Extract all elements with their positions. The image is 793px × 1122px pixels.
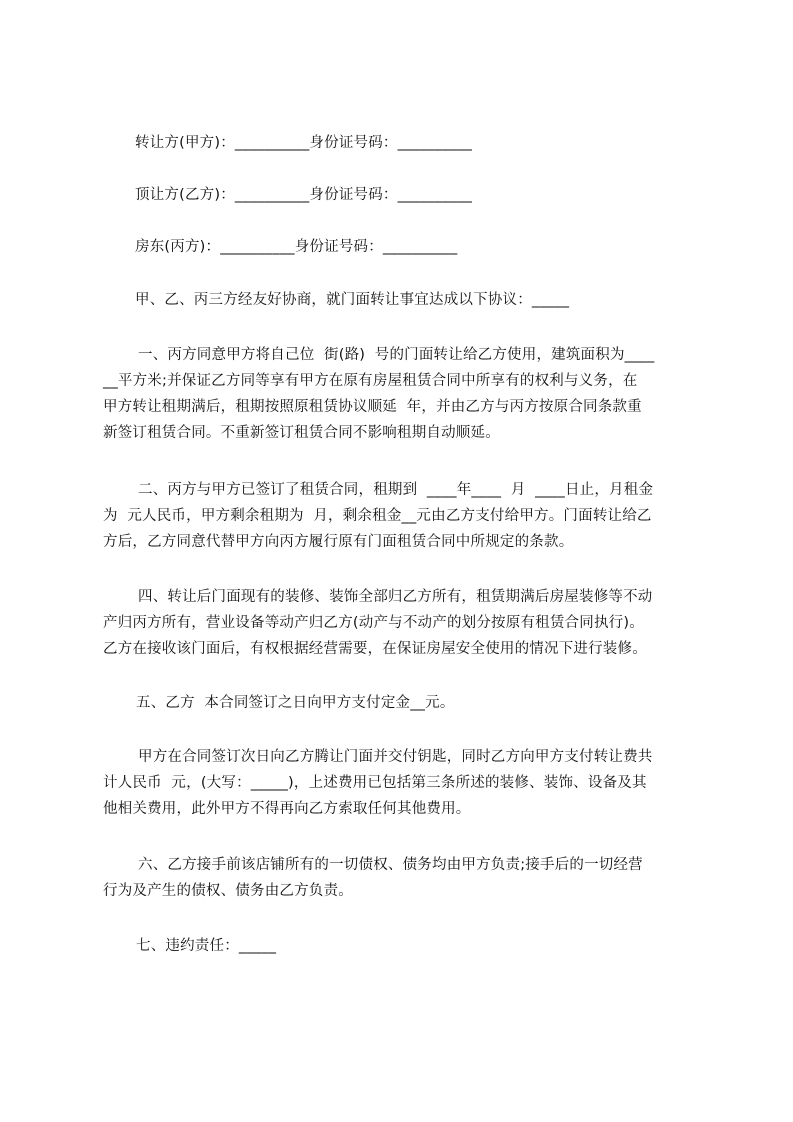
clause-6-line-2: 行为及产生的债权、债务由乙方负责。	[103, 883, 353, 899]
payment-line-1: 甲方在合同签订次日向乙方腾让门面并交付钥匙，同时乙方向甲方支付转让费共	[138, 749, 653, 765]
clause-7-line-1: 七、违约责任：_____	[136, 938, 277, 954]
payment-line-2: 计人民币 元，(大写：_____)，上述费用已包括第三条所述的装修、装饰、设备及其	[103, 775, 647, 791]
clause-5-line-1: 五、乙方 本合同签订之日向甲方支付定金__元。	[136, 695, 455, 711]
party-landlord: 房东(丙方)：__________身份证号码：__________	[135, 239, 458, 255]
clause-2-line-1: 二、丙方与甲方已签订了租赁合同，租期到 ____年____ 月 ____日止，月租金	[138, 482, 654, 498]
clause-1-line-1: 一、丙方同意甲方将自己位 街(路) 号的门面转让给乙方使用，建筑面积为____	[138, 347, 655, 363]
clause-4-line-1: 四、转让后门面现有的装修、装饰全部归乙方所有，租赁期满后房屋装修等不动	[138, 589, 653, 605]
intro-paragraph: 甲、乙、丙三方经友好协商，就门面转让事宜达成以下协议：_____	[135, 292, 570, 308]
clause-4-line-2: 产归丙方所有，营业设备等动产归乙方(动产与不动产的划分按原有租赁合同执行)。	[103, 615, 644, 631]
clause-2-line-2: 为 元人民币，甲方剩余租期为 月，剩余租金__元由乙方支付给甲方。门面转让给乙	[103, 508, 652, 524]
payment-line-3: 他相关费用，此外甲方不得再向乙方索取任何其他费用。	[103, 801, 471, 817]
clause-4-line-3: 乙方在接收该门面后，有权根据经营需要，在保证房屋安全使用的情况下进行装修。	[103, 641, 647, 657]
party-transferee: 顶让方(乙方)：__________身份证号码：__________	[135, 187, 473, 203]
clause-2-line-3: 方后，乙方同意代替甲方向丙方履行原有门面租赁合同中所规定的条款。	[103, 534, 574, 550]
clause-6-line-1: 六、乙方接手前该店铺所有的一切债权、债务均由甲方负责;接手后的一切经营	[138, 857, 643, 873]
party-transferor: 转让方(甲方)：__________身份证号码：__________	[135, 135, 473, 151]
clause-1-line-3: 甲方转让租期满后，租期按照原租赁协议顺延 年，并由乙方与丙方按原合同条款重	[103, 399, 642, 415]
clause-1-line-4: 新签订租赁合同。不重新签订租赁合同不影响租期自动顺延。	[103, 425, 500, 441]
clause-1-line-2: __平方米;并保证乙方同等享有甲方在原有房屋租赁合同中所享有的权利与义务，在	[103, 373, 638, 389]
